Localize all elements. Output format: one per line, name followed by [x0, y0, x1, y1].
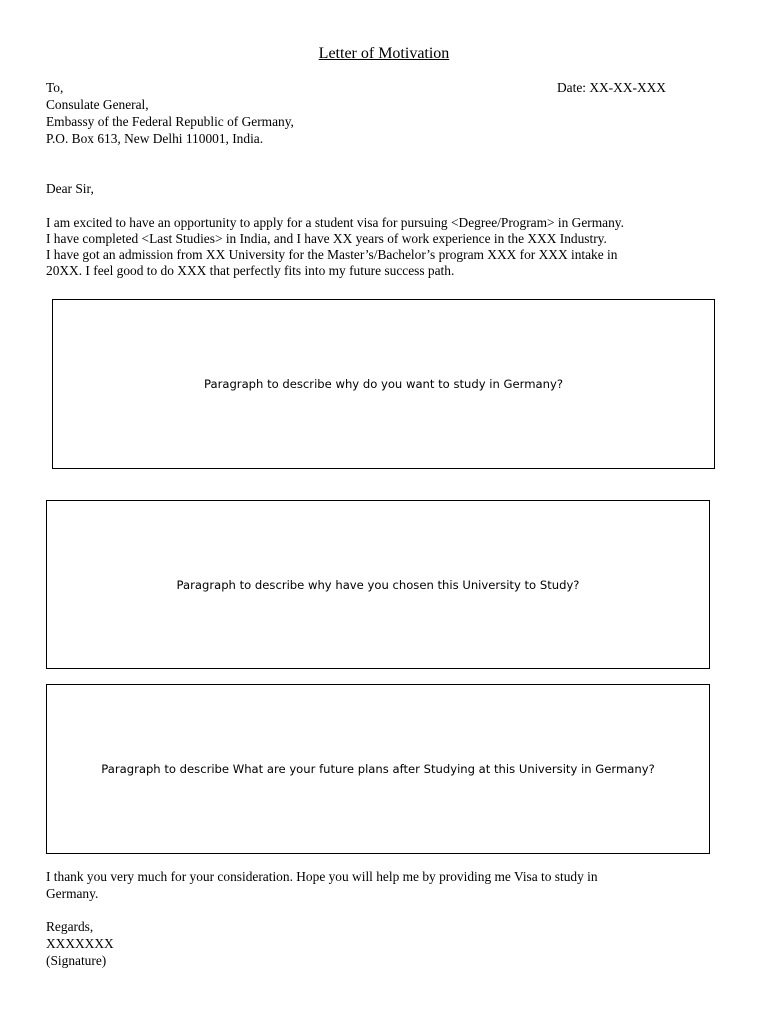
recipient-address	[46, 80, 294, 148]
closing-line: I thank you very much for your consideration. Hope you will help me by providing me Visa to study in	[46, 869, 598, 884]
letter-title: Letter of Motivation	[318, 45, 450, 62]
paragraph-placeholder-box-future-plans	[46, 684, 710, 854]
address-line: Consulate General,	[46, 97, 149, 112]
signature-label: (Signature)	[46, 953, 107, 968]
sender-name: XXXXXXX	[46, 936, 114, 951]
address-line: P.O. Box 613, New Delhi 110001, India.	[46, 131, 264, 146]
address-line: To,	[46, 80, 64, 95]
closing-paragraph	[46, 869, 598, 903]
closing-line: Germany.	[46, 886, 99, 901]
intro-line: I have completed <Last Studies> in India, and I have XX years of work experience in the XXX Industry.	[46, 231, 607, 246]
intro-line: I have got an admission from XX University for the Master’s/Bachelor’s program XXX for XXX intake in	[46, 247, 618, 262]
signoff-block	[46, 919, 114, 970]
letter-date: Date: XX-XX-XXX	[557, 80, 666, 95]
address-line: Embassy of the Federal Republic of Germany,	[46, 114, 294, 129]
intro-line: 20XX. I feel good to do XXX that perfectly fits into my future success path.	[46, 263, 455, 278]
paragraph-placeholder-box-germany	[52, 299, 715, 469]
intro-line: I am excited to have an opportunity to apply for a student visa for pursuing <Degree/Program> in Germany.	[46, 215, 624, 230]
placeholder-text: Paragraph to describe why have you chosen this University to Study?	[176, 577, 580, 592]
salutation: Dear Sir,	[46, 181, 94, 196]
paragraph-placeholder-box-university	[46, 500, 710, 669]
placeholder-text: Paragraph to describe why do you want to study in Germany?	[204, 377, 563, 391]
regards-text: Regards,	[46, 919, 94, 934]
placeholder-text: Paragraph to describe What are your future plans after Studying at this University in Germany?	[101, 762, 655, 776]
intro-paragraph	[46, 215, 624, 279]
